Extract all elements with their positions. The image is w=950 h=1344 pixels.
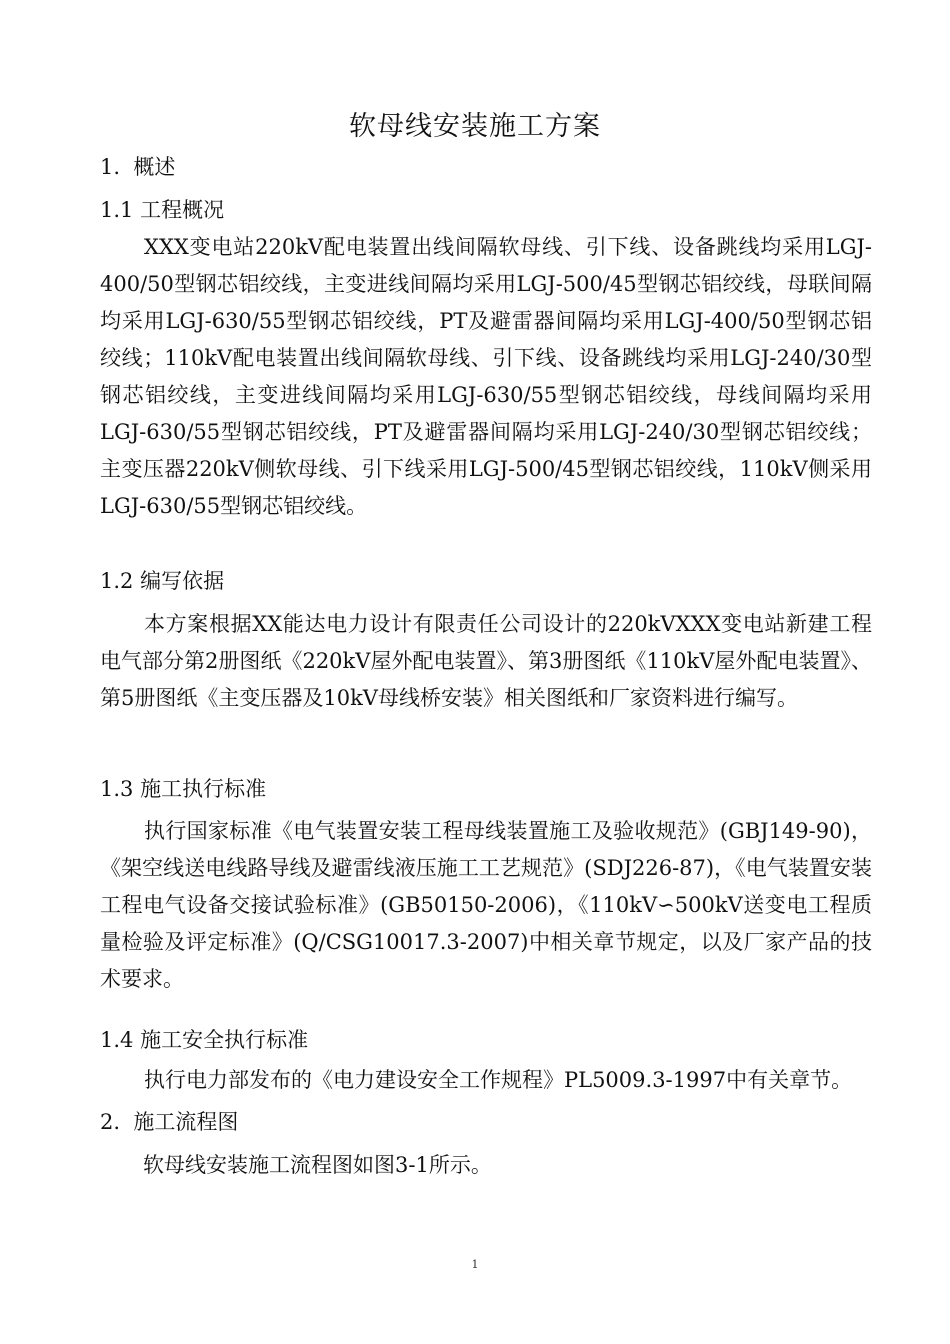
section-1-1-heading: 1.1 工程概况 bbox=[100, 198, 225, 222]
section-1-2-heading: 1.2 编写依据 bbox=[100, 569, 225, 593]
section-2-body: 软母线安装施工流程图如图3-1所示。 bbox=[143, 1153, 492, 1177]
section-1-3-body: 执行国家标准《电气装置安装工程母线装置施工及验收规范》(GBJ149-90)，《架空线送电线路导线及避雷线液压施工工艺规范》(SDJ226-87)，《电气装置安装工程电气设备交接试验标准》(GB50150-2006)，《110kV∽500kV送变电工程质量检验及评定标准》(Q/CSG10017.3-2007)中相关章节规定，以及厂家产品的技术要求。 bbox=[100, 819, 872, 991]
section-1-4-body: 执行电力部发布的《电力建设安全工作规程》PL5009.3-1997中有关章节。 bbox=[144, 1068, 853, 1092]
section-1-3-heading: 1.3 施工执行标准 bbox=[100, 777, 267, 801]
page-number: 1 bbox=[471, 1258, 479, 1271]
document-title: 软母线安装施工方案 bbox=[349, 111, 601, 142]
section-1-1-body: XXX变电站220kV配电装置出线间隔软母线、引下线、设备跳线均采用LGJ-400/50型钢芯铝绞线，主变进线间隔均采用LGJ-500/45型钢芯铝绞线，母联间隔均采用LGJ-630/55型钢芯铝绞线，PT及避雷器间隔均采用LGJ-400/50型钢芯铝绞线；110kV配电装置出线间隔软母线、引下线、设备跳线均采用LGJ-240/30型钢芯铝绞线，主变进线间隔均采用LGJ-630/55型钢芯铝绞线，母线间隔均采用LGJ-630/55型钢芯铝绞线，PT及避雷器间隔均采用LGJ-240/30型钢芯铝绞线；主变压器220kV侧软母线、引下线采用LGJ-500/45型钢芯铝绞线，110kV侧采用LGJ-630/55型钢芯铝绞线。 bbox=[100, 235, 872, 518]
section-2-heading: 2. 施工流程图 bbox=[100, 1110, 239, 1134]
section-1-4-heading: 1.4 施工安全执行标准 bbox=[100, 1028, 309, 1052]
section-1-heading: 1. 概述 bbox=[100, 155, 176, 179]
section-1-2-body: 本方案根据XX能达电力设计有限责任公司设计的220kVXXX变电站新建工程电气部分第2册图纸《220kV屋外配电装置》、第3册图纸《110kV屋外配电装置》、第5册图纸《主变压器及10kV母线桥安装》相关图纸和厂家资料进行编写。 bbox=[100, 612, 872, 710]
